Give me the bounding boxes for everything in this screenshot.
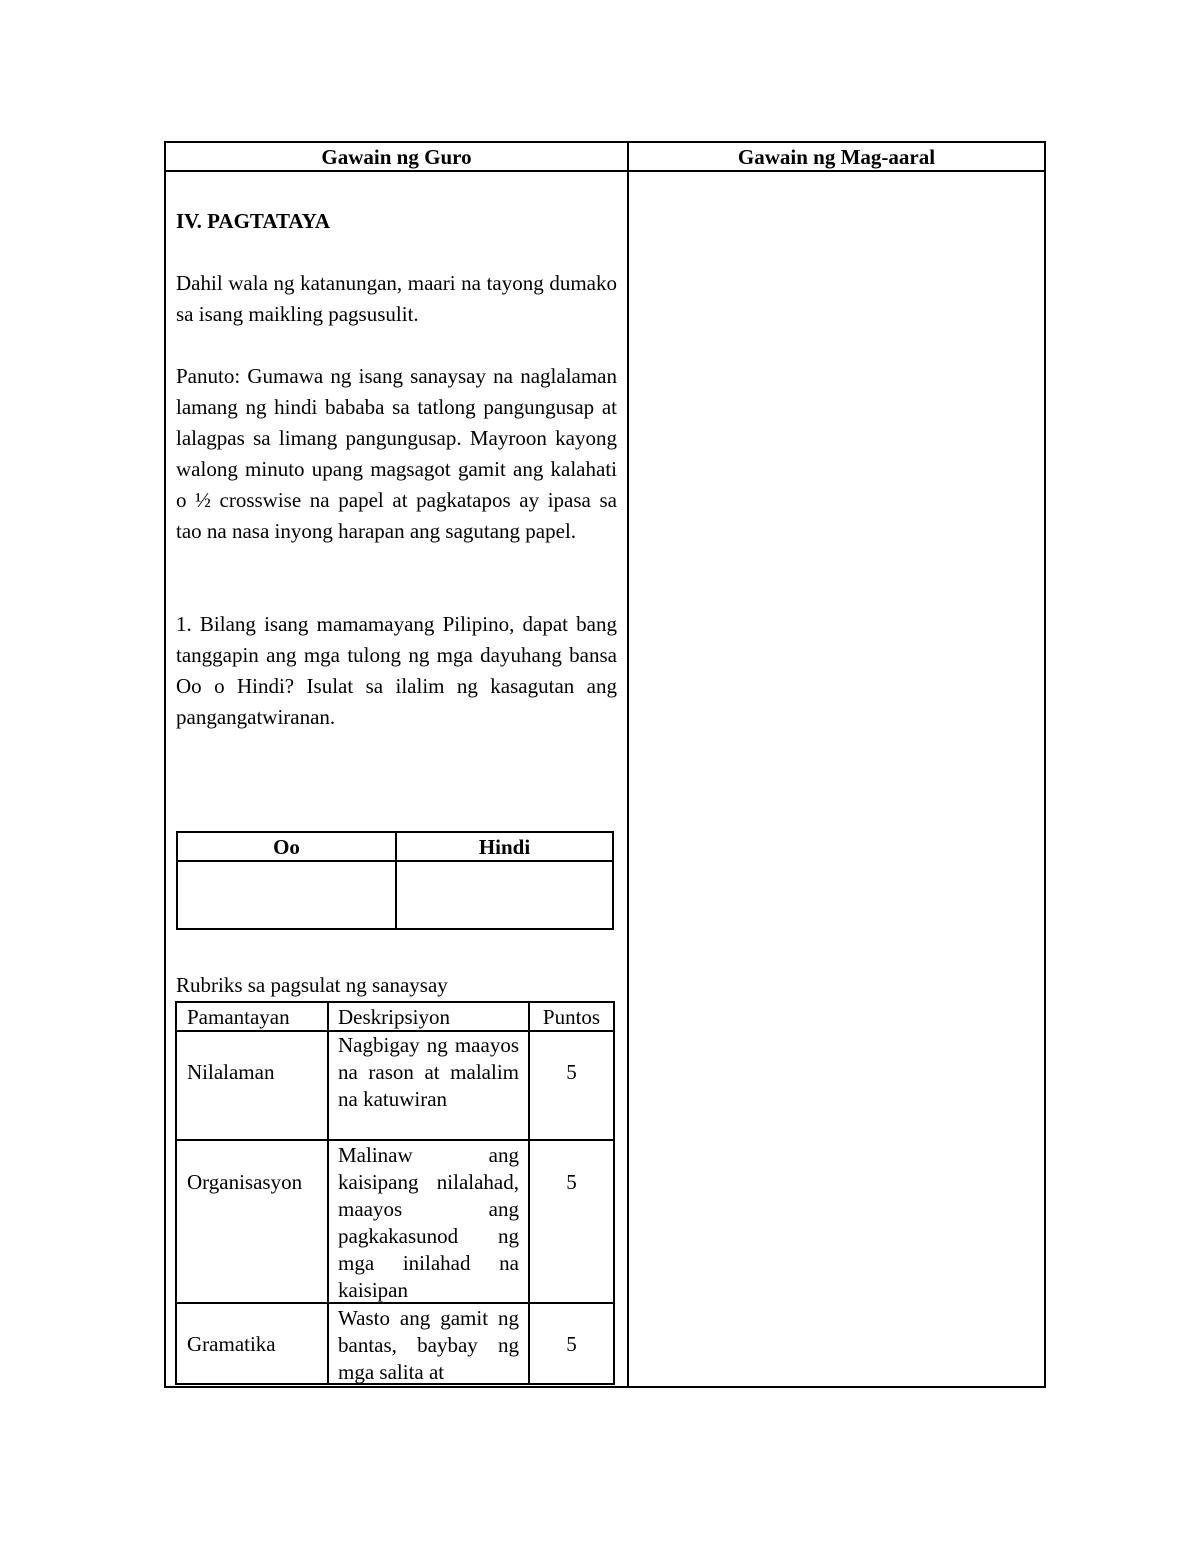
header-gawain-guro: Gawain ng Guro [321,145,472,169]
rubric-row-1-deskripsiyon: Nagbigay ng maayos na rason at malalim na katuwiran [338,1033,519,1111]
rubric-row-1-puntos: 5 [566,1060,577,1084]
rubric-header-deskripsiyon: Deskripsiyon [338,1005,450,1029]
rubric-row-2-deskripsiyon: Malinaw ang kaisipang nilalahad, maayos ang pagkakasunod ng mga inilahad na kaisipan [338,1143,519,1302]
rubric-row-1-pamantayan: Nilalaman [187,1060,275,1084]
rubric-row-3-puntos: 5 [566,1332,577,1356]
header-gawain-magaaral: Gawain ng Mag-aaral [737,145,936,169]
hindi-header: Hindi [478,835,531,859]
rubric-header-puntos: Puntos [542,1005,601,1029]
column-divider [627,143,629,1386]
rubric-row-3-deskripsiyon: Wasto ang gamit ng bantas, baybay ng mga salita at [338,1306,519,1384]
section-title: IV. PAGTATAYA [176,209,331,233]
oo-header: Oo [273,835,300,859]
rubric-row-2-puntos: 5 [566,1170,577,1194]
rubric-table [175,1001,615,1385]
rubric-row-divider [177,1139,613,1141]
oo-hindi-table [176,831,614,930]
rubric-col-divider [327,1003,329,1383]
rubric-header-pamantayan: Pamantayan [187,1005,290,1029]
question-paragraph: 1. Bilang isang mamamayang Pilipino, dapat bang tanggapin ang mga tulong ng mga dayuhang bansa Oo o Hindi? Isulat sa ilalim ng kasagutan ang pangangatwiranan. [176,612,617,729]
teacher-activity-cell [176,172,617,733]
panuto-paragraph: Panuto: Gumawa ng isang sanaysay na naglalaman lamang ng hindi bababa sa tatlong pangungusap at lalagpas sa limang pangungusap. Mayroon kayong walong minuto upang magsagot gamit ang kalahati o ½ crosswise na papel at pagkatapos ay ipasa sa tao na nasa inyong harapan ang sagutang papel. [176,364,617,543]
rubric-caption: Rubriks sa pagsulat ng sanaysay [176,973,448,997]
intro-paragraph: Dahil wala ng katanungan, maari na tayong dumako sa isang maikling pagsusulit. [176,271,617,326]
rubric-row-2-pamantayan: Organisasyon [187,1170,303,1194]
rubric-row-3-pamantayan: Gramatika [187,1332,276,1356]
